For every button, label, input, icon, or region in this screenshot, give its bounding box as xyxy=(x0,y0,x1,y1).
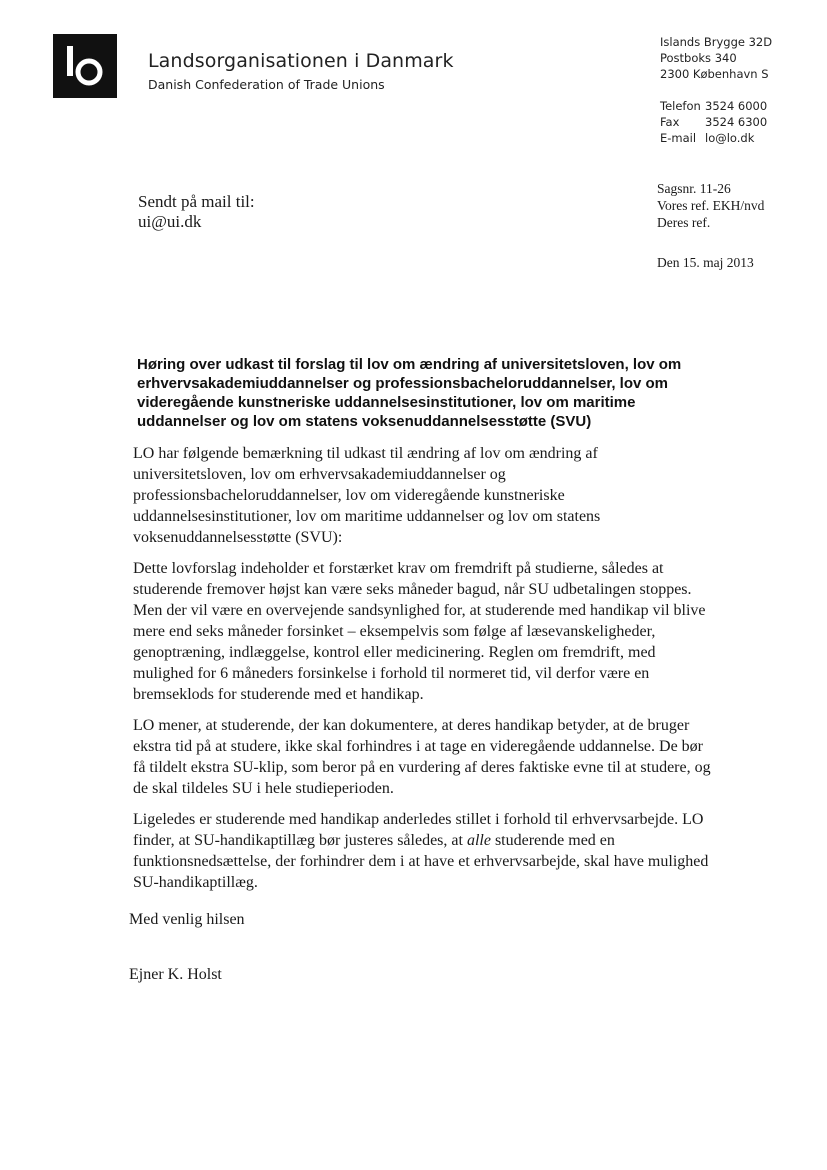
recipient-email: ui@ui.dk xyxy=(138,212,202,231)
address-line: Islands Brygge 32D xyxy=(660,35,773,49)
address-line: 2300 København S xyxy=(660,67,769,81)
contact-label: Fax xyxy=(660,115,680,129)
contact-value: 3524 6300 xyxy=(705,115,768,129)
our-reference: Vores ref. EKH/nvd xyxy=(657,198,765,213)
contact-info xyxy=(660,98,767,146)
body-text: studerende med en funktionsnedsættelse, der forhindrer dem i at have et erhvervsarbejde, skal have mulighed SU-handikaptillæg. xyxy=(133,832,709,891)
organization-header xyxy=(148,50,454,92)
contact-value: 3524 6000 xyxy=(705,99,768,113)
contact-phone xyxy=(660,98,767,114)
organization-subtitle: Danish Confederation of Trade Unions xyxy=(148,77,385,92)
contact-value: lo@lo.dk xyxy=(705,131,755,145)
lo-logo-icon xyxy=(53,34,117,98)
reference-block xyxy=(657,180,764,231)
body-paragraph: Dette lovforslag indeholder et forstærket krav om fremdrift på studierne, således at studerende fremover højst kan være seks måneder bagud, når SU udbetalingen stoppes. Men der vil være en overvejende sandsynlighed for, at studerende med handikap vil blive mere end seks måneder forsinket – eksempelvis som følge af læsevanskeligheder, genoptræning, indlæggelse, kontrol eller medicinering. Reglen om fremdrift, med mulighed for 6 måneders forsinkelse i forhold til normeret tid, vil derfor være en bremseklods for studerende med et handikap. xyxy=(133,560,706,703)
signer-name: Ejner K. Holst xyxy=(129,966,222,983)
letter-date: Den 15. maj 2013 xyxy=(657,255,754,270)
recipient-label: Sendt på mail til: xyxy=(138,192,255,211)
contact-label: Telefon xyxy=(660,99,701,113)
case-number: Sagsnr. 11-26 xyxy=(657,181,731,196)
contact-email xyxy=(660,130,767,146)
body-paragraph: LO mener, at studerende, der kan dokumentere, at deres handikap betyder, at de bruger ekstra tid på at studere, ikke skal forhindres i at tage en videregående uddannelse. De bør få tildelt ekstra SU-klip, som beror på en vurdering af deres faktiske evne til at studere, og de skal tildeles SU i hele studieperioden. xyxy=(133,717,711,797)
your-reference: Deres ref. xyxy=(657,215,711,230)
body-paragraph: LO har følgende bemærkning til udkast til ændring af lov om ændring af universitetsloven, lov om erhvervsakademiuddannelser og professionsbacheloruddannelser, lov om videregående kunstneriske uddannelsesinstitutioner, lov om maritime uddannelser og lov om statens voksenuddannelsesstøtte (SVU): xyxy=(133,445,601,546)
postal-address xyxy=(660,34,772,82)
recipient-block xyxy=(138,192,255,232)
contact-label: E-mail xyxy=(660,131,697,145)
contact-fax xyxy=(660,114,767,130)
closing-salutation: Med venlig hilsen xyxy=(129,911,245,928)
address-line: Postboks 340 xyxy=(660,51,737,65)
emphasis-text: alle xyxy=(466,832,491,849)
letter-body xyxy=(133,443,713,903)
body-paragraph xyxy=(133,809,713,893)
body-text: Ligeledes er studerende med handikap anderledes stillet i forhold til erhvervsarbejde. LO finder, at SU-handikaptillæg bør justeres således, at xyxy=(133,811,704,849)
organization-name: Landsorganisationen i Danmark xyxy=(148,50,454,72)
letter-subject: Høring over udkast til forslag til lov om ændring af universitetsloven, lov om erhvervsakademiuddannelser og professionsbacheloruddannelser, lov om videregående kunstneriske uddannelsesinstitutioner, lov om maritime uddannelser og lov om statens voksenuddannelsesstøtte (SVU) xyxy=(137,356,682,430)
